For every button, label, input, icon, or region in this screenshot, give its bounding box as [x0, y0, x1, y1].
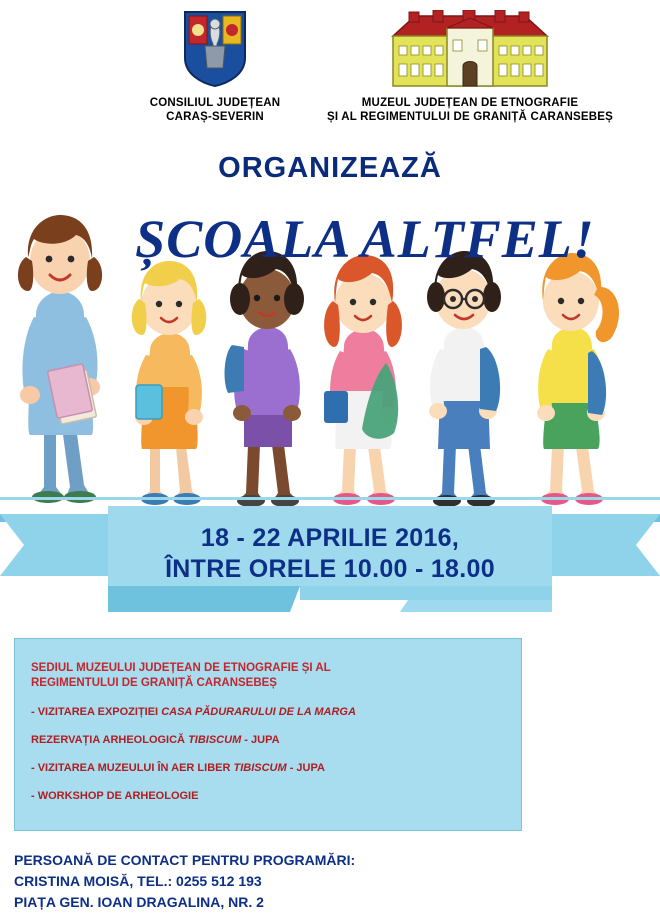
right-org-line1: MUZEUL JUDEȚEAN DE ETNOGRAFIE: [361, 97, 579, 109]
hours-line: ÎNTRE ORELE 10.00 - 18.00: [165, 555, 495, 583]
right-organization: [310, 10, 630, 124]
program-item-prefix: REZERVAȚIA ARHEOLOGICĂ: [31, 734, 189, 746]
pupil-3-figure: [324, 255, 402, 505]
museum-building-icon: [385, 10, 555, 88]
program-item-prefix: - WORKSHOP DE ARHEOLOGIE: [31, 790, 199, 802]
header-row: [0, 10, 660, 140]
right-org-line2: ȘI AL REGIMENTULUI DE GRANIȚĂ CARANSEBEȘ: [327, 111, 613, 123]
contact-line1: PERSOANĂ DE CONTACT PENTRU PROGRAMĂRI:: [14, 852, 356, 868]
program-item: [31, 761, 505, 776]
program-item-prefix: - VIZITAREA MUZEULUI ÎN AER LIBER: [31, 762, 234, 774]
date-banner-text: [0, 523, 660, 585]
date-line: 18 - 22 APRILIE 2016,: [200, 524, 460, 552]
program-item-emphasis: TIBISCUM: [233, 762, 287, 774]
program-item: [31, 789, 505, 804]
coat-of-arms-icon: [183, 10, 247, 88]
program-item-suffix: - JUPA: [286, 762, 325, 774]
program-heading-line2: REGIMENTULUI DE GRANIȚĂ CARANSEBEȘ: [31, 677, 277, 689]
program-heading-line1: SEDIUL MUZEULUI JUDEȚEAN DE ETNOGRAFIE ȘI AL: [31, 662, 331, 674]
program-item-emphasis: CASA PĂDURARULUI DE LA MARGA: [161, 706, 356, 718]
left-org-line2: CARAȘ-SEVERIN: [166, 111, 264, 123]
contact-line3: PIAȚA GEN. IOAN DRAGALINA, NR. 2: [14, 894, 264, 910]
pupil-1-figure: [132, 261, 206, 505]
program-item-prefix: - VIZITAREA EXPOZIȚIEI: [31, 706, 162, 718]
program-info-box: [14, 638, 522, 831]
right-organization-label: [310, 96, 630, 124]
program-item: [31, 705, 505, 720]
organizes-label: ORGANIZEAZĂ: [218, 152, 442, 184]
contact-line2: CRISTINA MOISĂ, TEL.: 0255 512 193: [14, 873, 262, 889]
program-heading: [31, 661, 505, 691]
program-item-emphasis: TIBISCUM: [188, 734, 242, 746]
pupil-5-figure: [537, 253, 619, 505]
pupil-2-figure: [225, 251, 304, 507]
page-title: ȘCOALA ALTFEL!: [135, 209, 595, 269]
program-item: [31, 733, 505, 748]
program-item-suffix: - JUPA: [241, 734, 280, 746]
pupil-4-figure: [427, 251, 501, 507]
left-org-line1: CONSILIUL JUDEȚEAN: [149, 97, 281, 109]
contact-footer: [14, 850, 644, 913]
